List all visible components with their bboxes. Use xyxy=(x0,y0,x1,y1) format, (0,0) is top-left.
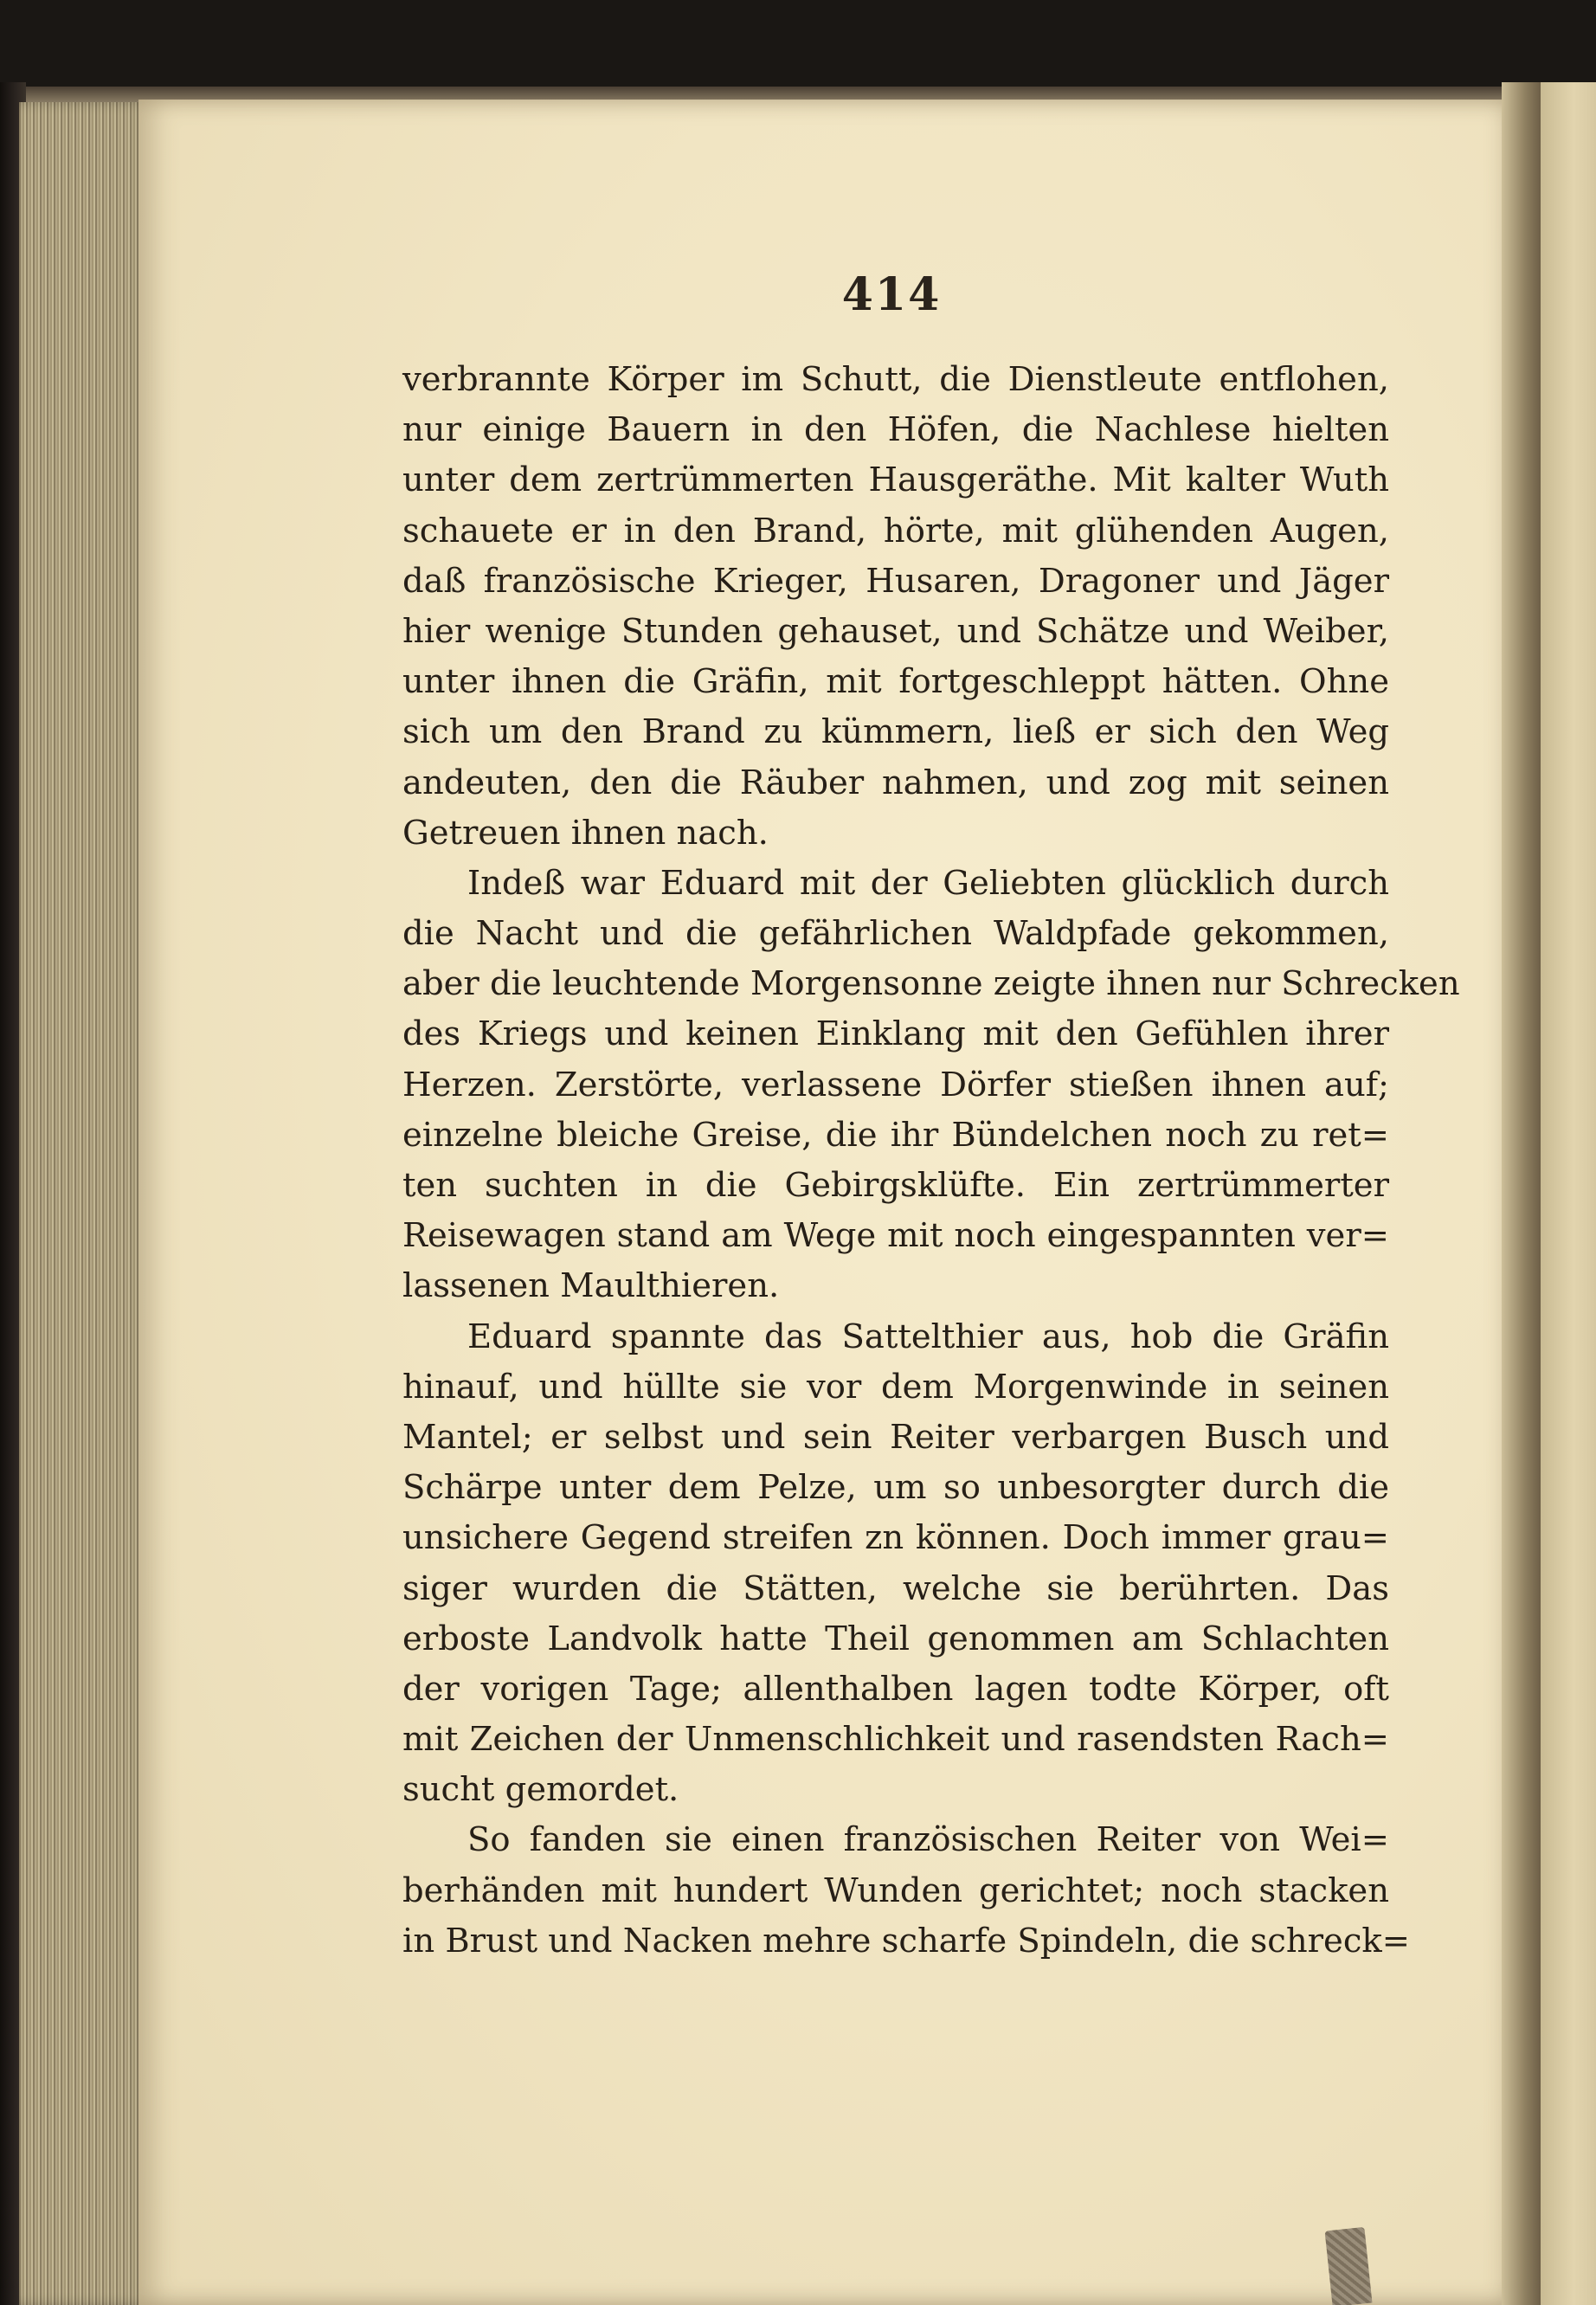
text-line: die Nacht und die gefährlichen Waldpfade gekommen, xyxy=(402,914,1389,954)
text-line: unter ihnen die Gräfin, mit fortgeschleppt hätten. Ohne xyxy=(402,662,1389,702)
paragraph xyxy=(402,355,1389,859)
text-line: in Brust und Nacken mehre scharfe Spindeln, die schreck= xyxy=(402,1921,1410,1961)
text-line: Getreuen ihnen nach. xyxy=(402,813,769,853)
text-line: So fanden sie einen französischen Reiter von Wei= xyxy=(467,1820,1389,1860)
text-line: berhänden mit hundert Wunden gerichtet; noch stacken xyxy=(402,1870,1389,1910)
text-line: Schärpe unter dem Pelze, um so unbesorgter durch die xyxy=(402,1468,1389,1508)
text-line: einzelne bleiche Greise, die ihr Bündelchen noch zu ret= xyxy=(402,1115,1389,1155)
paragraph xyxy=(402,1312,1389,1816)
text-line: hinauf, und hüllte sie vor dem Morgenwinde in seinen xyxy=(402,1367,1389,1407)
text-line: andeuten, den die Räuber nahmen, und zog mit seinen xyxy=(402,763,1389,802)
text-line: lassenen Maulthieren. xyxy=(402,1266,780,1306)
text-line: unter dem zertrümmerten Hausgeräthe. Mit kalter Wuth xyxy=(402,460,1389,500)
text-line: unsichere Gegend streifen zn können. Doch immer grau= xyxy=(402,1518,1389,1558)
text-line: erboste Landvolk hatte Theil genommen am Schlachten xyxy=(402,1619,1389,1658)
paragraph xyxy=(402,859,1460,1312)
text-line: Herzen. Zerstörte, verlassene Dörfer stießen ihnen auf; xyxy=(402,1065,1389,1104)
text-line: nur einige Bauern in den Höfen, die Nachlese hielten xyxy=(402,410,1389,450)
page-text xyxy=(402,355,1460,1967)
paragraph xyxy=(402,1815,1410,1967)
text-line: ten suchten in die Gebirgsklüfte. Ein zertrümmerter xyxy=(402,1166,1389,1205)
text-line: mit Zeichen der Unmenschlichkeit und rasendsten Rach= xyxy=(402,1720,1389,1760)
text-line: Indeß war Eduard mit der Geliebten glücklich durch xyxy=(467,863,1389,903)
text-line: sich um den Brand zu kümmern, ließ er sich den Weg xyxy=(402,712,1389,752)
facing-page-edge xyxy=(1541,82,1596,2305)
text-line: des Kriegs und keinen Einklang mit den Gefühlen ihrer xyxy=(402,1014,1389,1054)
text-line: der vorigen Tage; allenthalben lagen todte Körper, oft xyxy=(402,1669,1389,1709)
text-line: Eduard spannte das Sattelthier aus, hob die Gräfin xyxy=(467,1317,1389,1356)
text-line: siger wurden die Stätten, welche sie berührten. Das xyxy=(402,1568,1389,1608)
text-line: aber die leuchtende Morgensonne zeigte ihnen nur Schrecken xyxy=(402,964,1460,1004)
text-line: Reisewagen stand am Wege mit noch eingespannten ver= xyxy=(402,1216,1389,1256)
text-line: Mantel; er selbst und sein Reiter verbargen Busch und xyxy=(402,1417,1389,1457)
text-line: hier wenige Stunden gehauset, und Schätze und Weiber, xyxy=(402,611,1389,651)
text-line: sucht gemordet. xyxy=(402,1770,679,1810)
scan-background-top xyxy=(0,0,1596,87)
text-line: verbrannte Körper im Schutt, die Dienstleute entflohen, xyxy=(402,360,1389,399)
bookmark-ribbon xyxy=(1325,2227,1373,2305)
text-line: daß französische Krieger, Husaren, Dragoner und Jäger xyxy=(402,561,1389,601)
page-block-edges xyxy=(19,102,149,2305)
page-number: 414 xyxy=(841,268,942,321)
text-line: schauete er in den Brand, hörte, mit glühenden Augen, xyxy=(402,511,1389,550)
